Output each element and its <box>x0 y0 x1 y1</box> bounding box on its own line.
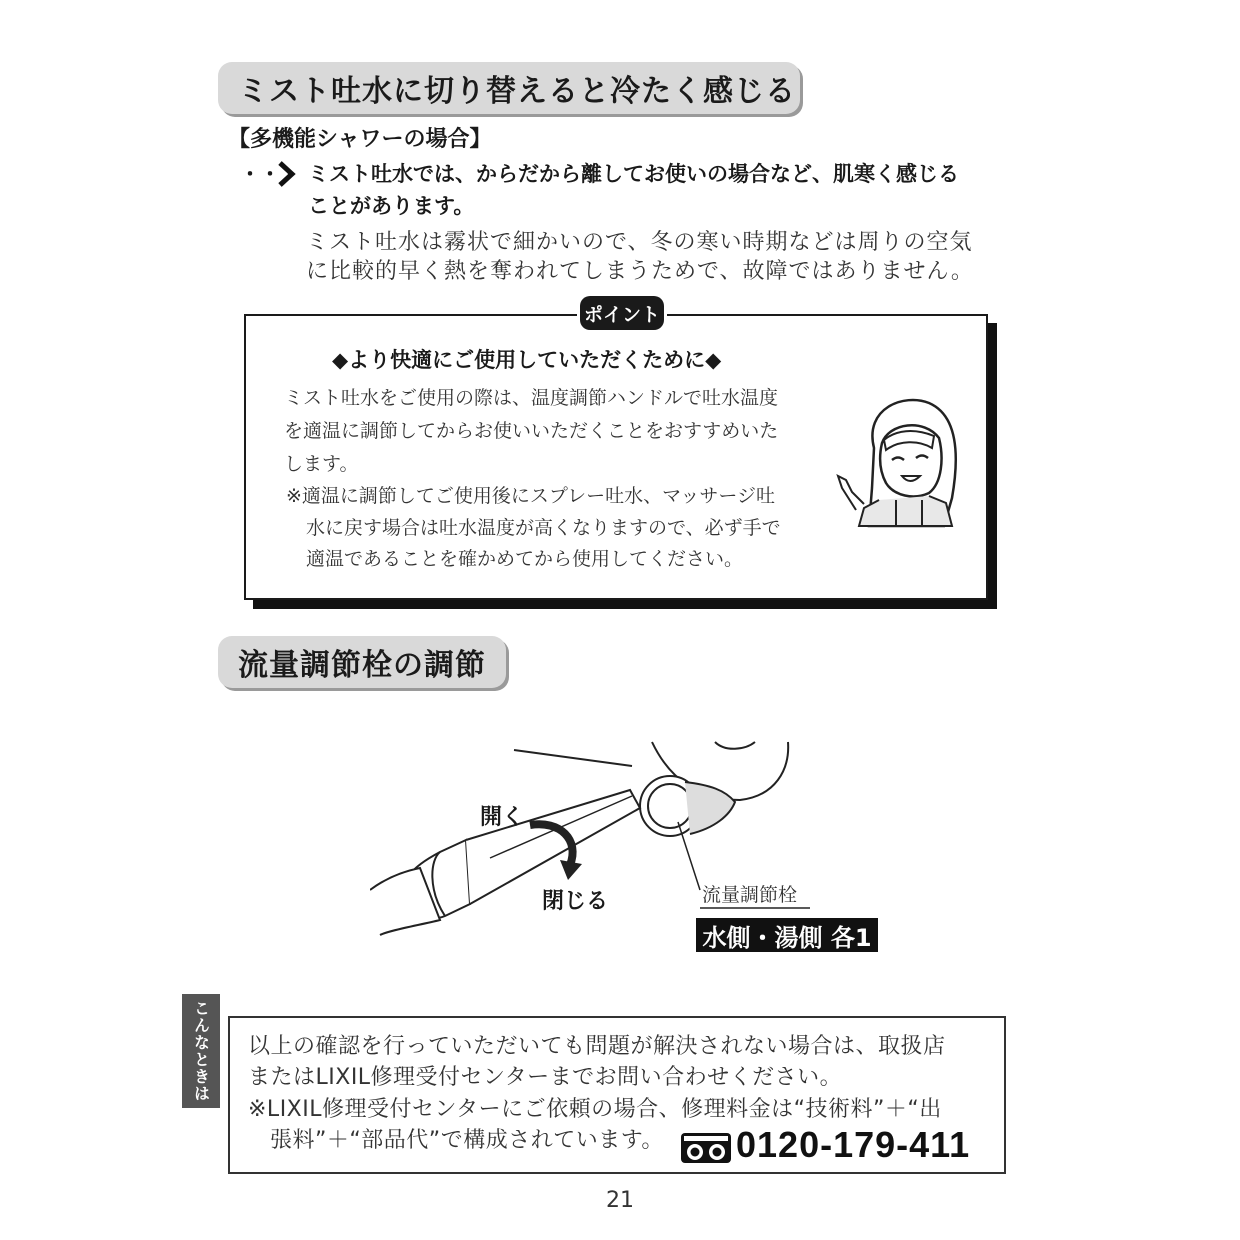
close-label: 閉じる <box>542 889 609 914</box>
arrow-dots: ・・・ <box>240 162 300 186</box>
point-note-3: 適温であることを確かめてから使用してください。 <box>306 548 744 570</box>
point-line-1: ミスト吐水をご使用の際は、温度調節ハンドルで吐水温度 <box>284 387 779 409</box>
arrow-marker <box>240 158 300 190</box>
point-line-2: を適温に調節してからお使いいただくことをおすすめいた <box>284 420 779 442</box>
count-label: 水側・湯側 各1 <box>696 918 878 952</box>
page-number: 21 <box>606 1188 634 1213</box>
side-tab: こんなときは <box>182 994 220 1108</box>
bold-line-1: ミスト吐水では、からだから離してお使いの場合など、肌寒く感じる <box>308 162 959 186</box>
section-heading-flow <box>218 636 506 688</box>
open-label: 開く <box>480 805 525 830</box>
point-note-2: 水に戻す場合は吐水温度が高くなりますので、必ず手で <box>306 517 781 539</box>
point-title: ◆より快適にご使用していただくために◆ <box>332 348 722 372</box>
contact-box <box>228 1016 1006 1174</box>
contact-line-2: またはLIXIL修理受付センターまでお問い合わせください。 <box>248 1065 843 1090</box>
contact-line-4: 張料”＋“部品代”で構成されています。 <box>270 1128 664 1153</box>
body-line-1: ミスト吐水は霧状で細かいので、冬の寒い時期などは周りの空気 <box>306 230 973 255</box>
point-line-3: します。 <box>284 453 359 475</box>
body-line-2: に比較的早く熱を奪われてしまうためで、故障ではありません。 <box>306 259 974 284</box>
subhead: 【多機能シャワーの場合】 <box>228 127 492 152</box>
point-badge: ポイント <box>580 296 664 330</box>
bold-line-2: ことがあります。 <box>308 194 475 218</box>
valve-label: 流量調節栓 <box>702 884 798 906</box>
character-illustration <box>834 388 974 528</box>
section-heading-mist <box>218 62 800 114</box>
point-box <box>244 314 988 600</box>
point-note-1: ※適温に調節してご使用後にスプレー吐水、マッサージ吐 <box>286 485 776 507</box>
free-dial-icon <box>680 1132 732 1164</box>
phone-number: 0120-179-411 <box>736 1124 971 1165</box>
contact-line-3: ※LIXIL修理受付センターにご依頼の場合、修理料金は“技術料”＋“出 <box>248 1097 942 1122</box>
contact-line-1: 以上の確認を行っていただいても問題が解決されない場合は、取扱店 <box>248 1034 946 1059</box>
heading-text-2: 流量調節栓の調節 <box>238 648 486 683</box>
chevron-right-icon <box>276 158 298 190</box>
heading-text: ミスト吐水に切り替えると冷たく感じる <box>238 74 796 109</box>
